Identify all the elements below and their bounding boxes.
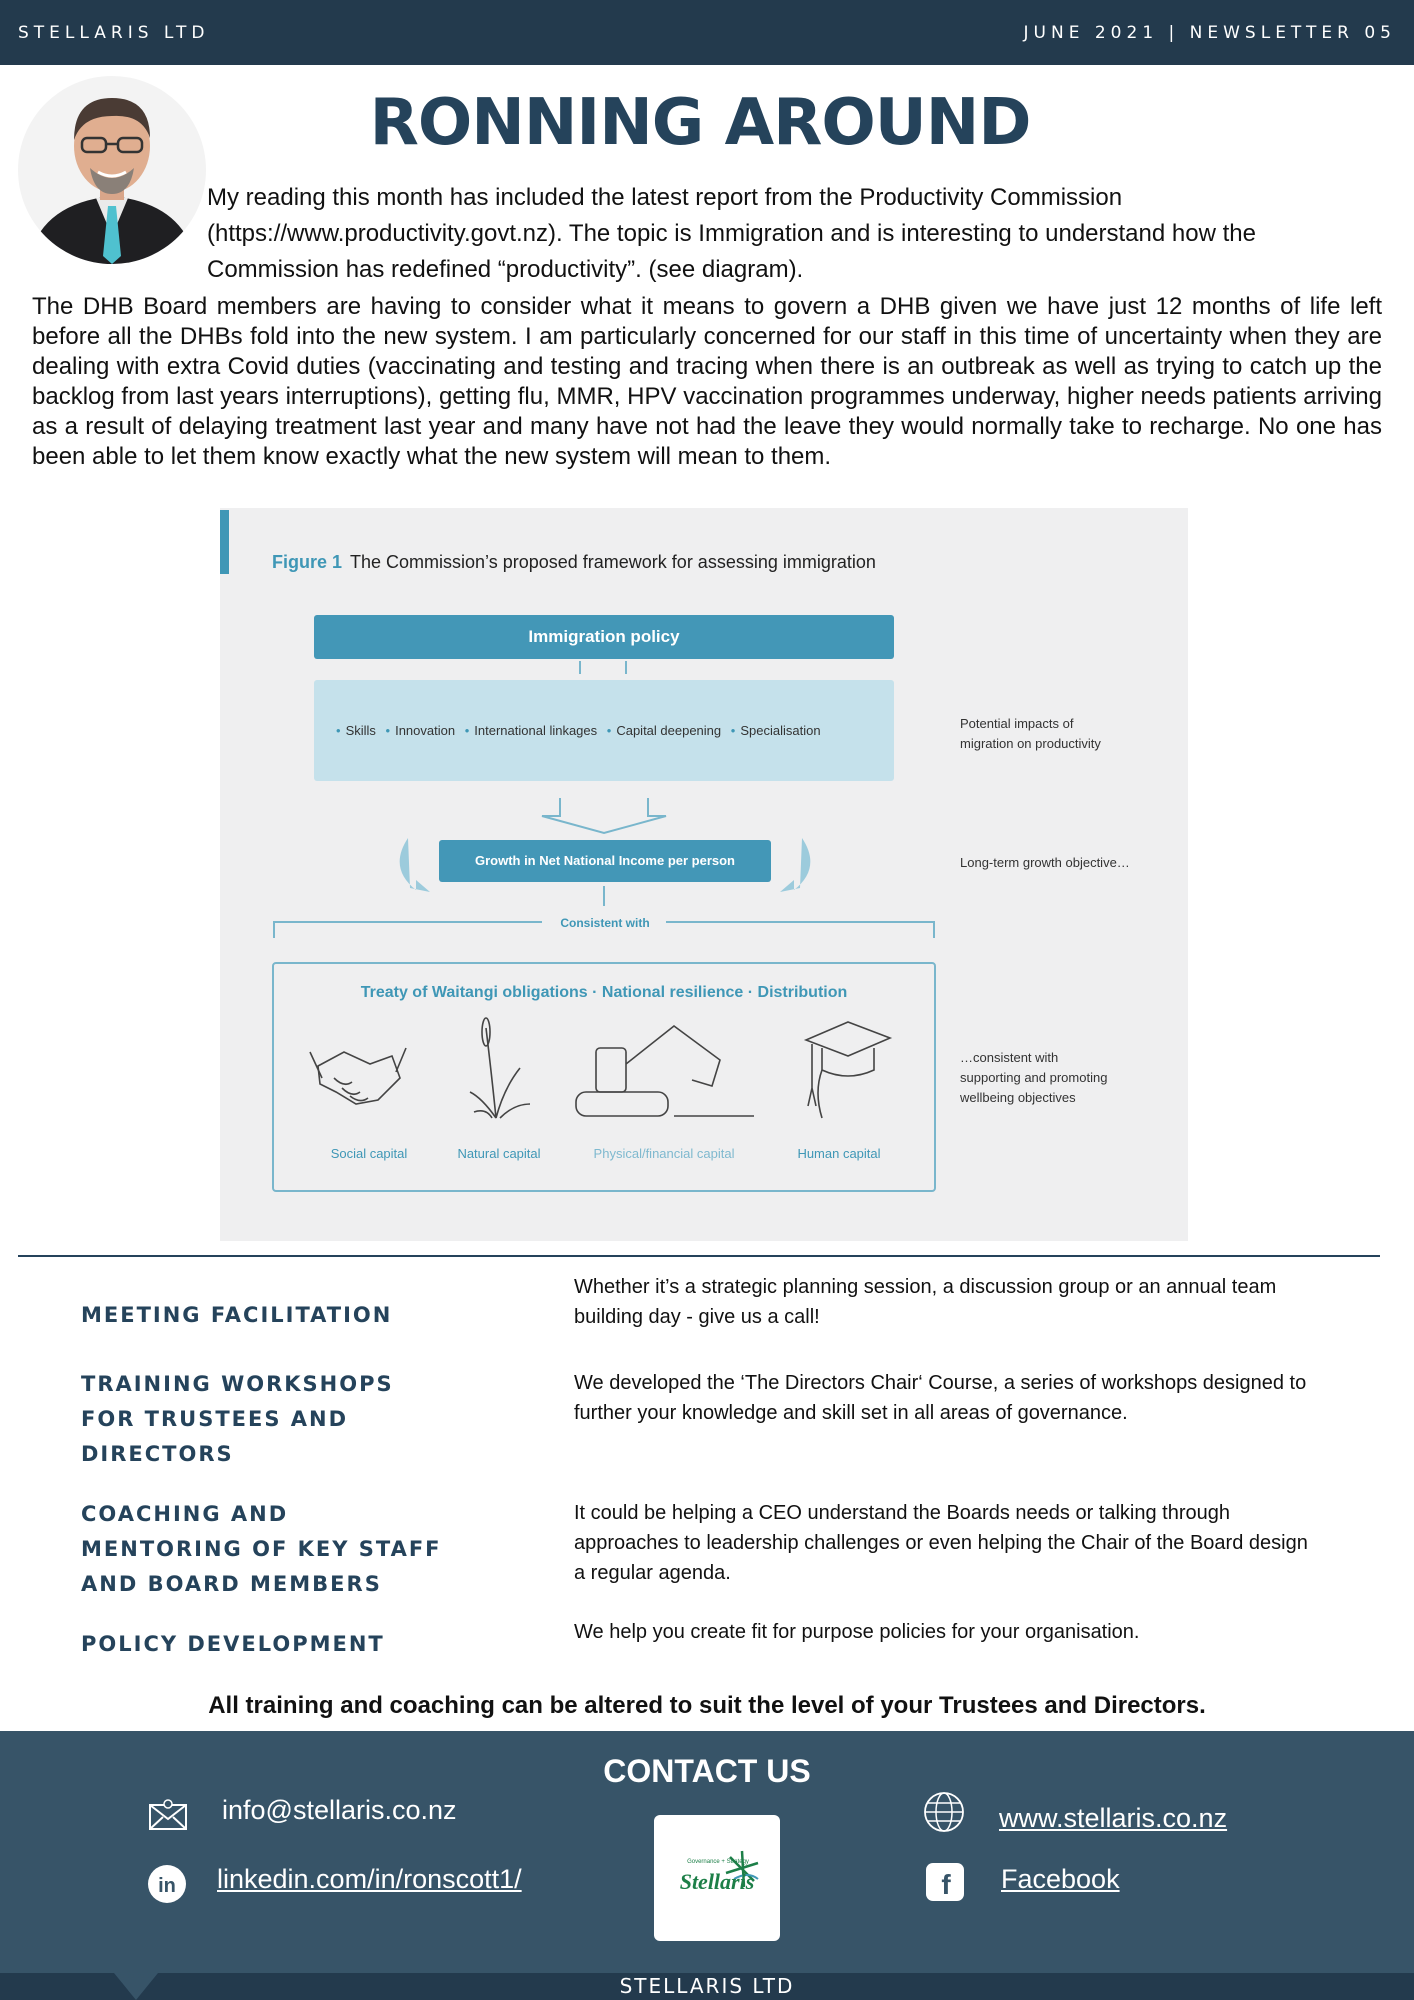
service-label-training xyxy=(81,1367,394,1472)
bottom-bar: STELLARIS LTD xyxy=(0,1973,1414,2000)
logo-name: Stellaris xyxy=(679,1869,755,1894)
company-name: STELLARIS LTD xyxy=(18,23,210,43)
note-growth: Long-term growth objective… xyxy=(960,855,1130,870)
service-label-line: DIRECTORS xyxy=(81,1442,234,1466)
impact-item: Specialisation xyxy=(740,723,821,738)
impact-item: Skills xyxy=(345,723,376,738)
article-title: RONNING AROUND xyxy=(369,86,1031,160)
service-desc-training: We developed the ‘The Directors Chair‘ Course, a series of workshops designed to further your knowledge and skill set in all areas of governance. xyxy=(574,1372,1307,1424)
capital-label-natural: Natural capital xyxy=(457,1146,541,1161)
globe-icon xyxy=(923,1791,965,1833)
top-bar xyxy=(0,0,1414,65)
service-label-line: MEETING FACILITATION xyxy=(81,1303,393,1327)
growth-objective-box: Growth in Net National Income per person xyxy=(439,840,771,882)
capital-label-human: Human capital xyxy=(797,1146,881,1161)
service-label-coaching xyxy=(81,1497,442,1602)
email-link[interactable]: info@stellaris.co.nz xyxy=(222,1795,457,1825)
svg-text:f: f xyxy=(941,1869,951,1900)
svg-text:in: in xyxy=(158,1875,176,1897)
issue-label: JUNE 2021 | NEWSLETTER 05 xyxy=(1023,23,1396,43)
intro-paragraph: My reading this month has included the latest report from the Productivity Commission (https://www.productivity.govt.nz). The topic is Immigration and is interesting to understand how the Commission has redefined “productivity”. (see diagram). xyxy=(207,184,1256,283)
figure-number: Figure 1 xyxy=(272,552,343,572)
impact-item: Capital deepening xyxy=(616,723,722,738)
capital-label-physical: Physical/financial capital xyxy=(593,1146,735,1161)
author-photo xyxy=(18,76,206,264)
service-desc-facilitation: Whether it’s a strategic planning session, a discussion group or an annual team building day - give us a call! xyxy=(574,1276,1277,1328)
impact-item: Innovation xyxy=(395,723,456,738)
service-label-policy xyxy=(81,1627,385,1662)
handshake-icon xyxy=(310,1048,406,1104)
section-divider xyxy=(18,1255,1380,1257)
service-label-line: FOR TRUSTEES AND xyxy=(81,1407,349,1431)
service-label-line: AND BOARD MEMBERS xyxy=(81,1572,382,1596)
note-line: Potential impacts of xyxy=(960,716,1074,731)
note-impacts xyxy=(960,714,1101,754)
linkedin-icon[interactable] xyxy=(147,1864,187,1904)
service-desc-coaching: It could be helping a CEO understand the Boards needs or talking through approaches to leadership challenges or even helping the Chair of the Board design a regular agenda. xyxy=(574,1502,1308,1584)
contact-title: CONTACT US xyxy=(603,1753,811,1789)
note-line: wellbeing objectives xyxy=(960,1090,1076,1105)
footer-notch xyxy=(114,1973,158,2000)
plant-icon xyxy=(470,1018,530,1118)
logo-tagline: Governance + Strategy xyxy=(687,1859,749,1865)
service-label-line: MENTORING OF KEY STAFF xyxy=(81,1537,442,1561)
linkedin-link[interactable]: linkedin.com/in/ronscott1/ xyxy=(217,1864,522,1894)
website-link[interactable]: www.stellaris.co.nz xyxy=(999,1803,1228,1833)
note-line: …consistent with xyxy=(960,1050,1059,1065)
stellaris-logo xyxy=(654,1815,780,1941)
impact-item: International linkages xyxy=(474,723,598,738)
email-icon xyxy=(148,1799,188,1831)
productivity-impacts-box: • Skills • Innovation • International linkages • Capital deepening • Specialisation xyxy=(314,680,894,781)
capital-label-social: Social capital xyxy=(330,1146,408,1161)
facebook-icon[interactable] xyxy=(925,1862,965,1902)
consistent-with-label: Consistent with xyxy=(547,916,663,930)
training-tagline: All training and coaching can be altered to suit the level of your Trustees and Directors. xyxy=(208,1692,1206,1719)
framework-figure xyxy=(220,508,1188,1241)
note-line: migration on productivity xyxy=(960,736,1101,751)
figure-caption: The Commission’s proposed framework for assessing immigration xyxy=(350,552,876,572)
excavator-icon xyxy=(576,1026,754,1116)
service-label-facilitation xyxy=(81,1298,392,1333)
treaty-heading: Treaty of Waitangi obligations · National resilience · Distribution xyxy=(360,984,848,1001)
capital-illustrations xyxy=(274,1008,934,1138)
immigration-policy-box: Immigration policy xyxy=(314,615,894,659)
service-label-line: TRAINING WORKSHOPS xyxy=(81,1372,394,1396)
note-wellbeing xyxy=(960,1048,1107,1108)
wellbeing-box xyxy=(272,962,936,1192)
facebook-link[interactable]: Facebook xyxy=(1001,1864,1120,1894)
service-label-line: POLICY DEVELOPMENT xyxy=(81,1632,385,1656)
contact-section xyxy=(0,1731,1414,1973)
note-line: supporting and promoting xyxy=(960,1070,1108,1085)
service-label-line: COACHING AND xyxy=(81,1502,289,1526)
service-desc-policy: We help you create fit for purpose policies for your organisation. xyxy=(574,1621,1140,1643)
body-paragraph: The DHB Board members are having to consider what it means to govern a DHB given we have just 12 months of life left before all the DHBs fold into the new system. I am particularly concerned for our staff in this time of uncertainty when they are dealing with extra Covid duties (vaccinating and testing and tracing when there is an outbreak as well as trying to catch up the backlog from last years interruptions), getting flu, MMR, HPV vaccination programmes underway, higher needs patients arriving as a result of delaying treatment last year and many have not had the leave they would normally take to recharge. No one has been able to let them know exactly what the new system will mean to them. xyxy=(32,293,1382,470)
graduation-cap-icon xyxy=(806,1022,890,1118)
